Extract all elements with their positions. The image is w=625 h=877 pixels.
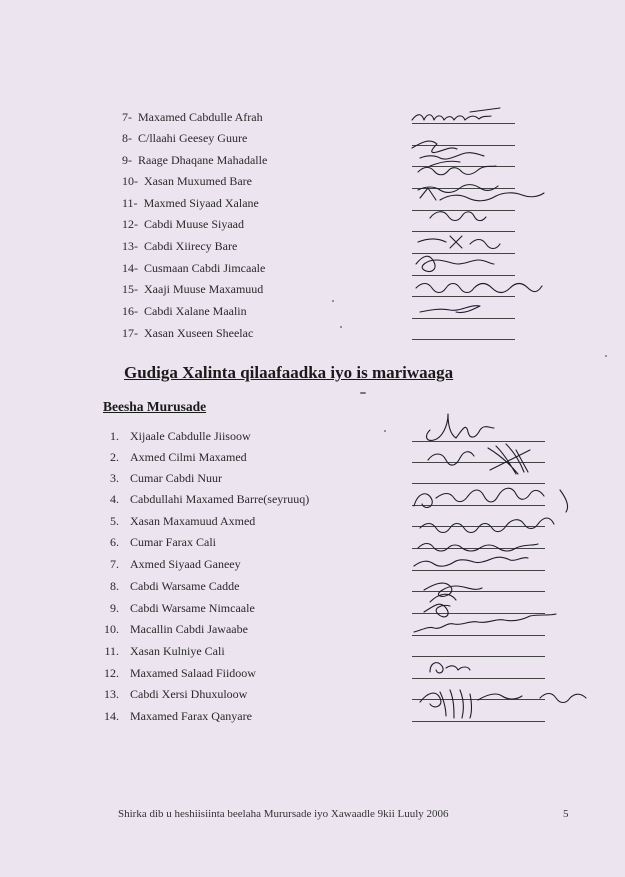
list-item: [100, 492, 309, 507]
signature-line: [412, 339, 515, 340]
list-item: [122, 110, 263, 125]
scan-speck: [340, 326, 342, 328]
signature-scribble: [427, 414, 494, 440]
list-item: [100, 666, 256, 681]
item-number: 3.: [110, 471, 119, 485]
signature-scribble: [414, 614, 556, 632]
item-name: Axmed Siyaad Ganeey: [130, 557, 241, 571]
item-number: 6.: [110, 535, 119, 549]
item-name: Cumar Cabdi Nuur: [130, 471, 222, 485]
signature-line: [412, 591, 545, 592]
item-number: 1.: [110, 429, 119, 443]
item-name: Cabdullahi Maxamed Barre(seyruuq): [130, 492, 310, 506]
signature-line: [412, 526, 545, 527]
signature-line: [412, 635, 545, 636]
list-item: [122, 131, 247, 146]
page-number: 5: [563, 808, 569, 820]
item-name: Maxamed Farax Qanyare: [130, 709, 252, 723]
item-name: Xasan Kulniye Cali: [130, 644, 225, 658]
item-name: Cusmaan Cabdi Jimcaale: [144, 261, 266, 275]
signature-line: [412, 123, 515, 124]
signature-line: [412, 548, 545, 549]
signature-scribble: [416, 284, 542, 293]
list-item: [122, 326, 253, 341]
signature-line: [412, 570, 545, 571]
item-number: 17-: [122, 326, 138, 340]
signature-scribble: [420, 690, 586, 718]
signature-scribble: [414, 488, 568, 512]
item-number: 8-: [122, 131, 132, 145]
list-item: [122, 239, 237, 254]
item-number: 11.: [104, 644, 119, 658]
list-item: [100, 687, 247, 702]
signature-line: [412, 462, 545, 463]
item-number: 5.: [110, 514, 119, 528]
signature-scribble: [430, 212, 486, 221]
signature-scribble: [418, 236, 500, 249]
list-item: [100, 622, 248, 637]
item-number: 8.: [110, 579, 119, 593]
item-number: 16-: [122, 304, 138, 318]
signature-line: [412, 721, 545, 722]
list-item: [122, 196, 259, 211]
list-item: [100, 601, 255, 616]
list-item: [122, 261, 265, 276]
list-item: [122, 282, 263, 297]
signature-scribble: [414, 557, 528, 566]
scan-speck: [360, 392, 366, 394]
item-name: Maxamed Cabdulle Afrah: [138, 110, 263, 124]
signature-line: [412, 296, 515, 297]
scan-speck: [384, 430, 386, 432]
signature-scribble: [428, 444, 530, 474]
scan-speck: [605, 355, 607, 357]
item-name: Cabdi Xersi Dhuxuloow: [130, 687, 248, 701]
item-name: Xasan Maxamuud Axmed: [130, 514, 256, 528]
signature-line: [412, 699, 545, 700]
signature-line: [412, 613, 545, 614]
item-name: Macallin Cabdi Jawaabe: [130, 622, 248, 636]
item-number: 4.: [110, 492, 119, 506]
signature-scribble: [424, 583, 482, 602]
signature-line: [412, 145, 515, 146]
list-item: [122, 174, 252, 189]
item-number: 13.: [104, 687, 119, 701]
item-number: 14-: [122, 261, 138, 275]
signature-scribble: [416, 256, 494, 271]
signature-line: [412, 210, 515, 211]
list-item: [100, 579, 239, 594]
signature-scribble: [430, 663, 470, 673]
signature-line: [412, 656, 545, 657]
item-name: Xijaale Cabdulle Jiisoow: [130, 429, 251, 443]
scan-speck: [332, 300, 334, 302]
item-name: Cabdi Warsame Cadde: [130, 579, 240, 593]
item-number: 9-: [122, 153, 132, 167]
signature-line: [412, 318, 515, 319]
section-heading: Gudiga Xalinta qilaafaadka iyo is mariwaaga: [124, 363, 454, 382]
signature-line: [412, 483, 545, 484]
signature-line: [412, 166, 515, 167]
signature-line: [412, 678, 545, 679]
item-name: Cabdi Xiirecy Bare: [144, 239, 238, 253]
list-item: [100, 450, 247, 465]
signature-line: [412, 253, 515, 254]
list-item: [100, 535, 216, 550]
item-number: 9.: [110, 601, 119, 615]
item-name: Xasan Muxumed Bare: [144, 174, 252, 188]
list-item: [100, 709, 252, 724]
item-number: 14.: [104, 709, 119, 723]
list-item: [100, 429, 251, 444]
list-item: [122, 153, 267, 168]
item-name: Cabdi Muuse Siyaad: [144, 217, 244, 231]
item-number: 12.: [104, 666, 119, 680]
signature-scribble: [420, 306, 480, 313]
clan-subheading: Beesha Murusade: [103, 399, 207, 414]
item-number: 11-: [122, 196, 138, 210]
item-name: Axmed Cilmi Maxamed: [130, 450, 247, 464]
list-item: [122, 304, 247, 319]
signature-scribble: [424, 604, 450, 617]
signature-scribble: [412, 141, 484, 159]
item-number: 10.: [104, 622, 119, 636]
item-name: Cumar Farax Cali: [130, 535, 216, 549]
item-name: Cabdi Xalane Maalin: [144, 304, 247, 318]
signature-scribble: [418, 161, 496, 175]
list-item: [100, 514, 255, 529]
item-number: 15-: [122, 282, 138, 296]
item-name: C/llaahi Geesey Guure: [138, 131, 248, 145]
item-number: 2.: [110, 450, 119, 464]
item-number: 10-: [122, 174, 138, 188]
list-item: [100, 557, 241, 572]
item-number: 7-: [122, 110, 132, 124]
item-name: Raage Dhaqane Mahadalle: [138, 153, 268, 167]
item-name: Maxamed Salaad Fiidoow: [130, 666, 256, 680]
signature-scribble: [412, 108, 500, 120]
item-name: Xaaji Muuse Maxamuud: [144, 282, 264, 296]
list-item: [100, 644, 225, 659]
signature-line: [412, 231, 515, 232]
item-name: Cabdi Warsame Nimcaale: [130, 601, 255, 615]
list-item: [100, 471, 222, 486]
signature-line: [412, 188, 515, 189]
item-number: 13-: [122, 239, 138, 253]
item-number: 12-: [122, 217, 138, 231]
signature-line: [412, 505, 545, 506]
signature-line: [412, 441, 545, 442]
item-name: Maxmed Siyaad Xalane: [143, 196, 259, 210]
item-name: Xasan Xuseen Sheelac: [144, 326, 254, 340]
item-number: 7.: [110, 557, 119, 571]
page-footer: Shirka dib u heshiisiinta beelaha Murursade iyo Xawaadle 9kii Luuly 2006: [118, 808, 449, 820]
signature-line: [412, 275, 515, 276]
list-item: [122, 217, 244, 232]
